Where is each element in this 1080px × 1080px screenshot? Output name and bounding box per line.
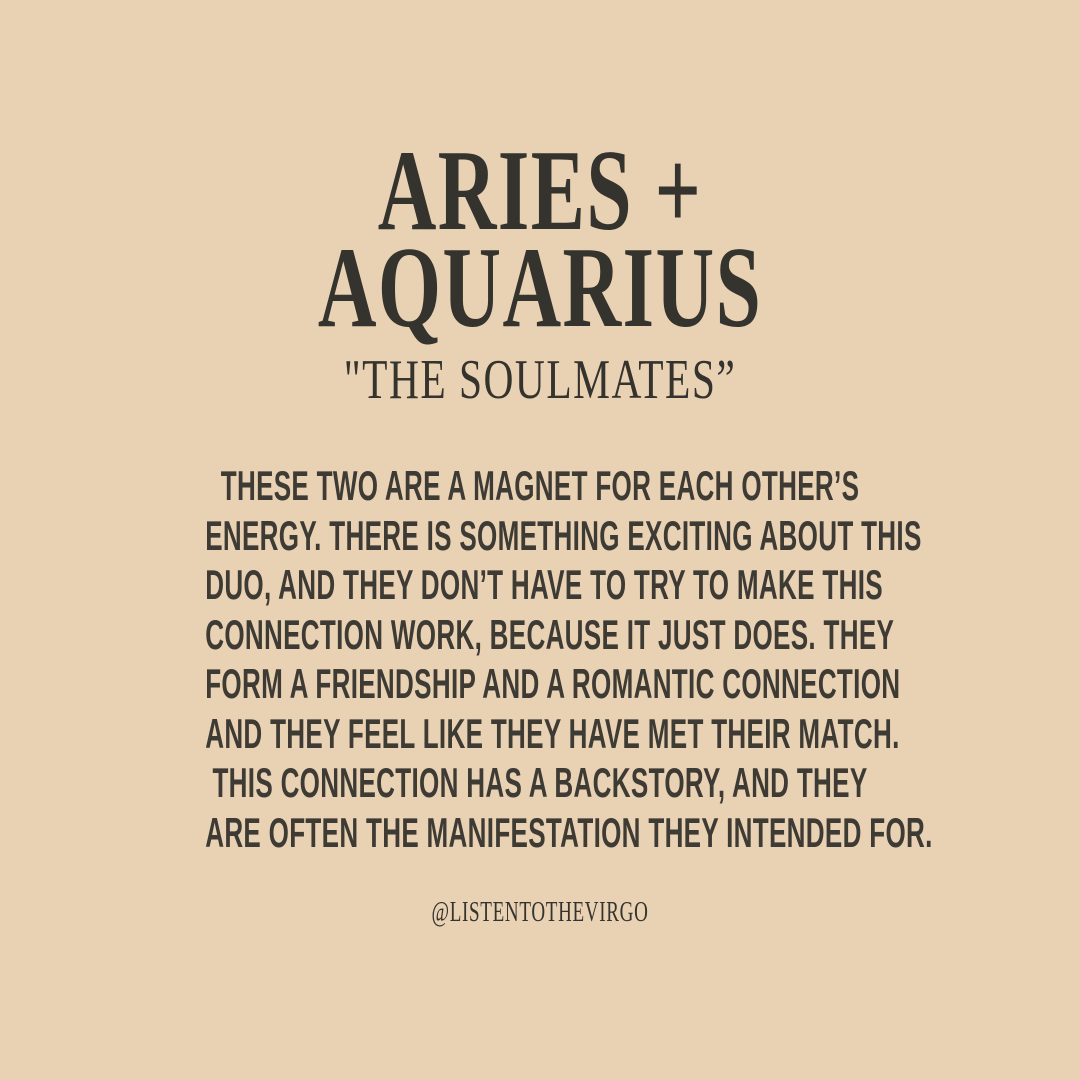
page-title: [162, 127, 918, 352]
body-line: CONNECTION WORK, BECAUSE IT JUST DOES. THEY: [205, 610, 895, 658]
body-line: ENERGY. THERE IS SOMETHING EXCITING ABOUT THIS: [205, 511, 922, 559]
body-line: FORM A FRIENDSHIP AND A ROMANTIC CONNECTION: [205, 660, 901, 707]
title-line-2: AQUARIUS: [317, 224, 763, 352]
body-line: THIS CONNECTION HAS A BACKSTORY, AND THEY: [212, 759, 868, 806]
description-paragraph: [205, 461, 933, 857]
social-handle: @LISTENTOTHEVIRGO: [431, 897, 649, 928]
title-line-1: ARIES +: [377, 127, 703, 255]
subtitle-nickname: "THE SOULMATES”: [343, 349, 737, 411]
body-line: ARE OFTEN THE MANIFESTATION THEY INTENDED FOR.: [205, 808, 933, 856]
body-line: AND THEY FEEL LIKE THEY HAVE MET THEIR MATCH.: [205, 709, 900, 757]
body-line: THESE TWO ARE A MAGNET FOR EACH OTHER’S: [220, 462, 860, 509]
body-line: DUO, AND THEY DON’T HAVE TO TRY TO MAKE THIS: [205, 561, 883, 608]
